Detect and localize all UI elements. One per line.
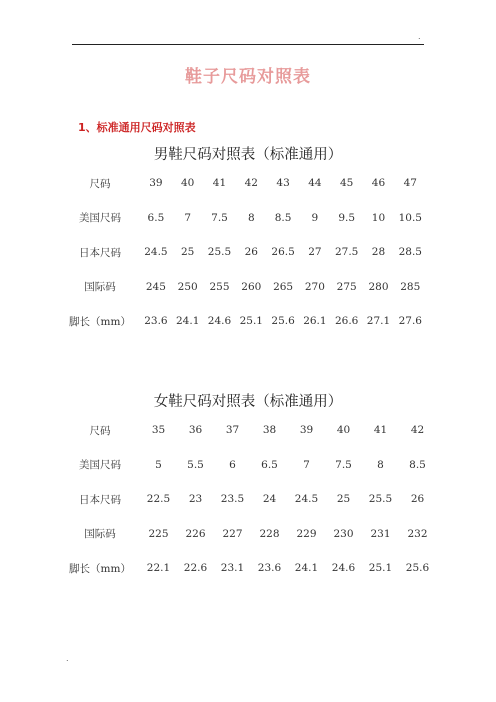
table-row	[60, 448, 436, 483]
table-cell: 6.5	[147, 211, 165, 224]
table-cell: 26.6	[334, 315, 359, 328]
table-cell: 23.1	[220, 562, 245, 575]
table-cell: 41	[212, 177, 227, 190]
section-heading: 1、标准通用尺码对照表	[78, 121, 196, 134]
row-label: 国际码	[84, 281, 116, 294]
table-cell: 42	[244, 177, 258, 190]
table-cell: 27.5	[334, 246, 359, 259]
table-row	[60, 482, 436, 517]
table-cell: 24.6	[331, 562, 356, 575]
table-cell: 42	[410, 424, 425, 437]
header-mark: .	[418, 32, 421, 41]
table-cell: 38	[262, 424, 277, 437]
table-cell: 25.6	[405, 562, 430, 575]
table-cell: 231	[370, 527, 391, 540]
table-cell: 8	[247, 211, 255, 224]
table-cell: 39	[149, 177, 163, 190]
table-cell: 232	[407, 527, 428, 540]
table-cell: 8.5	[274, 211, 292, 224]
table-cell: 46	[371, 177, 386, 190]
table-cell: 23.5	[220, 493, 245, 506]
table-cell: 24.1	[176, 315, 200, 328]
table-cell: 229	[296, 527, 317, 540]
table-row	[60, 551, 436, 586]
table-cell: 228	[259, 527, 280, 540]
footer-mark: .	[66, 654, 69, 663]
table-cell: 35	[151, 424, 166, 437]
table-cell: 25.5	[207, 246, 232, 259]
header-rule	[72, 44, 424, 45]
table-cell: 255	[209, 280, 230, 293]
row-label: 尺码	[89, 424, 111, 437]
table-cell: 250	[177, 280, 198, 293]
table-cell: 39	[299, 424, 314, 437]
table-cell: 26	[244, 246, 258, 259]
row-label: 脚长（mm）	[69, 315, 131, 328]
table-cell: 5.5	[187, 458, 204, 471]
table-row	[60, 270, 426, 305]
table-row	[60, 166, 426, 201]
table-cell: 270	[304, 280, 325, 293]
table-cell: 245	[145, 280, 166, 293]
row-label: 美国尺码	[79, 459, 121, 472]
table-cell: 285	[400, 280, 421, 293]
table-cell: 5	[155, 458, 162, 471]
table-row	[60, 235, 426, 270]
table-cell: 10	[371, 211, 386, 224]
table-cell: 24.1	[294, 562, 319, 575]
table-cell: 28.5	[398, 246, 422, 259]
table-cell: 23.6	[257, 562, 282, 575]
table-row	[60, 304, 426, 339]
table-cell: 22.6	[183, 562, 208, 575]
men-table-caption: 男鞋尺码对照表（标准通用）	[153, 147, 343, 163]
table-cell: 26.5	[271, 246, 295, 259]
table-cell: 27.1	[366, 315, 391, 328]
table-cell: 7.5	[211, 211, 228, 224]
table-cell: 25.5	[368, 493, 393, 506]
table-cell: 225	[148, 527, 169, 540]
table-cell: 37	[225, 424, 240, 437]
table-cell: 25.1	[239, 315, 263, 328]
women-size-table	[60, 413, 436, 586]
table-cell: 25.1	[368, 562, 393, 575]
women-table-caption: 女鞋尺码对照表（标准通用）	[153, 394, 343, 410]
table-cell: 40	[336, 424, 351, 437]
table-cell: 10.5	[398, 211, 422, 224]
table-cell: 44	[308, 177, 322, 190]
table-cell: 40	[181, 177, 195, 190]
table-cell: 26	[410, 493, 425, 506]
table-cell: 275	[336, 280, 357, 293]
table-cell: 27	[308, 246, 322, 259]
table-cell: 9.5	[338, 211, 356, 224]
table-cell: 8	[377, 458, 384, 471]
table-cell: 23.6	[144, 315, 168, 328]
table-cell: 23	[188, 493, 203, 506]
table-cell: 22.1	[146, 562, 171, 575]
table-row	[60, 517, 436, 552]
table-cell: 227	[222, 527, 243, 540]
row-label: 国际码	[84, 528, 116, 541]
table-cell: 260	[241, 280, 262, 293]
row-label: 脚长（mm）	[69, 562, 131, 575]
table-cell: 43	[276, 177, 290, 190]
table-cell: 27.6	[398, 315, 422, 328]
row-label: 日本尺码	[79, 493, 121, 506]
table-cell: 7	[303, 458, 310, 471]
table-cell: 6.5	[261, 458, 278, 471]
table-cell: 280	[368, 280, 389, 293]
table-cell: 47	[403, 177, 417, 190]
row-label: 日本尺码	[79, 246, 121, 259]
table-cell: 6	[229, 458, 236, 471]
table-cell: 24.5	[144, 246, 168, 259]
table-cell: 25.6	[271, 315, 295, 328]
table-cell: 24	[262, 493, 277, 506]
table-cell: 25	[336, 493, 351, 506]
table-cell: 230	[333, 527, 354, 540]
table-cell: 24.6	[207, 315, 232, 328]
document-title: 鞋子尺码对照表	[185, 67, 311, 87]
table-cell: 41	[373, 424, 388, 437]
table-cell: 265	[273, 280, 294, 293]
table-row	[60, 413, 436, 448]
table-cell: 226	[185, 527, 206, 540]
men-size-table	[60, 166, 426, 339]
table-cell: 36	[188, 424, 203, 437]
table-cell: 26.1	[303, 315, 327, 328]
table-cell: 22.5	[146, 493, 171, 506]
table-cell: 8.5	[409, 458, 426, 471]
table-row	[60, 201, 426, 236]
table-cell: 7	[184, 211, 192, 224]
row-label: 尺码	[89, 177, 111, 190]
table-cell: 25	[181, 246, 195, 259]
table-cell: 7.5	[335, 458, 352, 471]
table-cell: 9	[311, 211, 319, 224]
table-cell: 24.5	[294, 493, 319, 506]
table-cell: 45	[339, 177, 354, 190]
table-cell: 28	[371, 246, 386, 259]
row-label: 美国尺码	[79, 212, 121, 225]
